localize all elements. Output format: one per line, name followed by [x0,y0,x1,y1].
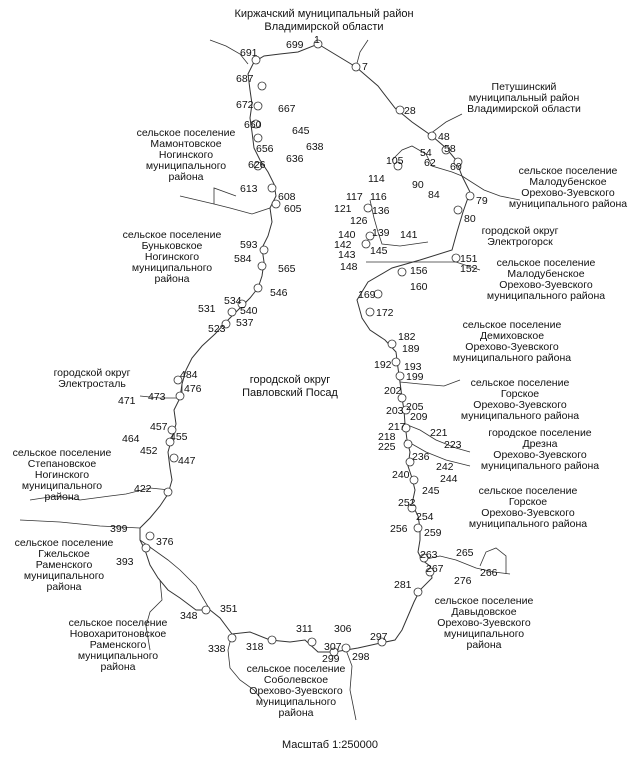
point-79: 79 [476,195,488,207]
point-263: 263 [420,549,438,561]
point-218: 218 [378,431,396,443]
point-169: 169 [358,289,376,301]
point-117: 117 [346,191,363,203]
label-demikhovskoe: сельское поселение Демиховское Орехово-Зуевского муниципального района [452,319,572,364]
point-605: 605 [284,203,302,215]
label-elektrostal: городской округ Электросталь [53,367,131,390]
point-221: 221 [430,427,448,439]
point-311: 311 [296,623,313,635]
point-298: 298 [352,651,370,663]
point-613: 613 [240,183,258,195]
point-584: 584 [234,253,252,265]
point-1: 1 [314,34,320,46]
neighbor-boundary-bunkovskoe [214,188,236,204]
point-281: 281 [394,579,412,591]
point-540: 540 [240,305,258,317]
point-60: 60 [450,161,462,173]
label-novokharitonovskoe: сельское поселение Новохаритоновское Раменского муниципального района [68,617,168,673]
point-638: 638 [306,141,324,153]
point-473: 473 [148,391,166,403]
point-259: 259 [424,527,442,539]
point-139: 139 [372,227,390,239]
point-656: 656 [256,143,274,155]
point-203: 203 [386,405,404,417]
label-gorskoe-south: сельское поселение Горское Орехово-Зуевского муниципального района [468,485,588,530]
point-48: 48 [438,131,450,143]
label-malodubenskoe-south: сельское поселение Малодубенское Орехово-Зуевского муниципального района [486,257,606,302]
point-252: 252 [398,497,416,509]
point-266: 266 [480,567,498,579]
point-376: 376 [156,536,174,548]
point-299: 299 [322,653,340,665]
point-151: 151 [460,253,478,265]
point-476: 476 [184,383,202,395]
point-452: 452 [140,445,158,457]
point-148: 148 [340,261,358,273]
neighbor-boundary-mamontovskoe-west [180,196,270,214]
point-276: 276 [454,575,472,587]
point-189: 189 [402,343,420,355]
point-116: 116 [370,191,387,203]
point-160: 160 [410,281,428,293]
point-126: 126 [350,215,368,227]
point-422: 422 [134,483,152,495]
point-393: 393 [116,556,134,568]
label-gorskoe-north: сельское поселение Горское Орехово-Зуевского муниципального района [460,377,580,422]
point-199: 199 [406,371,424,383]
point-455: 455 [170,431,188,443]
point-338: 338 [208,643,226,655]
point-182: 182 [398,331,416,343]
label-petushki: Петушинский муниципальный район Владимирской области [467,81,581,115]
point-121: 121 [334,203,352,215]
point-254: 254 [416,511,434,523]
point-7: 7 [362,61,368,73]
point-236: 236 [412,451,430,463]
label-center-district: городской округ Павловский Посад [242,374,338,399]
label-bunkovskoe: сельское поселение Буньковское Ногинского муниципального района [122,229,222,285]
point-523: 523 [208,323,226,335]
point-457: 457 [150,421,168,433]
point-84: 84 [428,189,440,201]
point-152: 152 [460,263,478,275]
point-172: 172 [376,307,394,319]
point-593: 593 [240,239,258,251]
point-256: 256 [390,523,408,535]
point-626: 626 [248,159,266,171]
point-141: 141 [400,229,418,241]
label-mamontovskoe: сельское поселение Мамонтовское Ногинского муниципального района [136,127,236,183]
point-318: 318 [246,641,264,653]
label-elektrogorsk: городской округ Электрогорск [481,225,559,248]
point-143: 143 [338,249,356,261]
point-136: 136 [372,205,390,217]
point-351: 351 [220,603,238,615]
label-gzhelskoe: сельское поселение Гжельское Раменского муниципального района [14,537,114,593]
point-546: 546 [270,287,288,299]
point-645: 645 [292,125,310,137]
point-608: 608 [278,191,296,203]
point-114: 114 [368,173,385,185]
point-244: 244 [440,473,458,485]
point-399: 399 [110,523,128,535]
point-90: 90 [412,179,424,191]
point-471: 471 [118,395,136,407]
point-202: 202 [384,385,402,397]
point-699: 699 [286,39,304,51]
label-drezna: городское поселение Дрезна Орехово-Зуевского муниципального района [480,427,600,472]
label-sobolevskoe: сельское поселение Соболевское Орехово-Зуевского муниципального района [246,663,346,719]
point-242: 242 [436,461,454,473]
point-265: 265 [456,547,474,559]
point-306: 306 [334,623,352,635]
point-28: 28 [404,105,416,117]
point-667: 667 [278,103,296,115]
point-537: 537 [236,317,254,329]
point-531: 531 [198,303,216,315]
label-davydovskoe: сельское поселение Давыдовское Орехово-Зуевского муниципального района [434,595,534,651]
point-80: 80 [464,213,476,225]
scale-label: Масштаб 1:250000 [282,739,378,751]
point-140: 140 [338,229,356,241]
point-297: 297 [370,631,388,643]
neighbor-boundary-gzhel-south [140,540,210,610]
point-307: 307 [324,641,342,653]
point-534: 534 [224,295,242,307]
point-660: 660 [244,119,262,131]
point-223: 223 [444,439,462,451]
point-672: 672 [236,99,254,111]
point-193: 193 [404,361,422,373]
label-malodubenskoe-north: сельское поселение Малодубенское Орехово-Зуевского муниципального района [508,165,628,210]
point-245: 245 [422,485,440,497]
point-691: 691 [240,47,258,59]
point-105: 105 [386,155,404,167]
point-240: 240 [392,469,410,481]
point-209: 209 [410,411,428,423]
point-687: 687 [236,73,254,85]
point-145: 145 [370,245,388,257]
point-58: 58 [444,143,456,155]
point-348: 348 [180,610,198,622]
point-267: 267 [426,563,444,575]
point-156: 156 [410,265,428,277]
point-636: 636 [286,153,304,165]
point-205: 205 [406,401,424,413]
point-217: 217 [388,421,406,433]
label-stepanovskoe: сельское поселение Степановское Ногинского муниципального района [12,447,112,503]
point-54: 54 [420,147,432,159]
point-565: 565 [278,263,296,275]
point-447: 447 [178,455,196,467]
point-62: 62 [424,157,436,169]
point-464: 464 [122,433,140,445]
point-484: 484 [180,369,198,381]
point-225: 225 [378,441,396,453]
label-kirzhach: Киржачский муниципальный район Владимирской области [234,8,414,33]
point-142: 142 [334,239,352,251]
point-192: 192 [374,359,392,371]
